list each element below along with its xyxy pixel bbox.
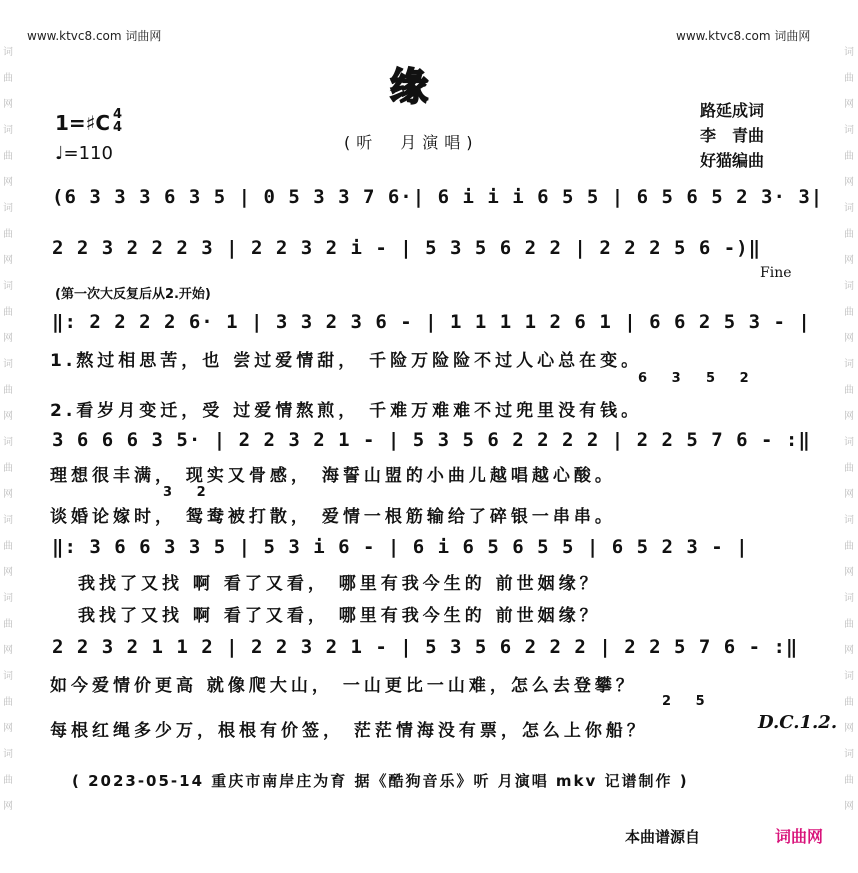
lyric-line-3: 理想很丰满， 现实又骨感， 海誓山盟的小曲儿越唱越心酸。 xyxy=(50,466,616,486)
dc-marking: D.C.1.2. xyxy=(758,712,838,733)
lyricist-credit: 路延成词 xyxy=(700,101,765,120)
source-label: 本曲谱源自 xyxy=(625,828,701,846)
lyric-line-7: 如今爱情价更高 就像爬大山， 一山更比一山难，怎么去登攀？ xyxy=(50,676,637,696)
repeat-instruction: (第一次大反复后从2.开始) xyxy=(55,287,211,302)
staff-line-verse-2: 3 6 6 6 3 5· | 2 2 3 2 1 - | 5 3 5 6 2 2 2 2 | 2 2 5 7 6 - :‖ xyxy=(52,429,811,451)
variant-notes-2: 5 2 xyxy=(706,371,759,386)
source-brand-link[interactable]: 词曲网 xyxy=(775,827,824,846)
time-signature xyxy=(113,108,122,134)
staff-line-verse-1: ‖: 2 2 2 2 6· 1 | 3 3 2 3 6 - | 1 1 1 1 2 6 1 | 6 6 2 5 3 - | xyxy=(52,311,811,333)
fine-marking: Fine xyxy=(760,265,792,281)
composer-credit: 李 青曲 xyxy=(700,126,765,145)
lyric-line-8: 每根红绳多少万，根根有价签， 茫茫情海没有票，怎么上你船？ xyxy=(50,721,648,741)
staff-line-chorus-2: 2 2 3 2 1 1 2 | 2 2 3 2 1 - | 5 3 5 6 2 2 2 | 2 2 5 7 6 - :‖ xyxy=(52,636,799,658)
watermark-url-left: www.ktvc8.com 词曲网 xyxy=(27,29,162,43)
lyric-line-1: 1.熬过相思苦，也 尝过爱情甜， 千险万险险不过人心总在变。 xyxy=(50,351,643,371)
time-signature-top: 4 xyxy=(113,107,123,122)
side-watermark-left: 词曲网词曲网词曲网词曲网词曲网词曲网词曲网词曲网词曲网词曲网 xyxy=(3,47,13,812)
staff-line-chorus-1: ‖: 3 6 6 3 3 5 | 5 3 i 6 - | 6 i 6 5 6 5 5 | 6 5 2 3 - | xyxy=(52,536,749,558)
arranger-credit: 好猫编曲 xyxy=(700,151,765,170)
staff-line-intro-2: 2 2 3 2 2 2 3 | 2 2 3 2 i - | 5 3 5 6 2 2 | 2 2 2 5 6 -)‖ xyxy=(52,237,762,259)
lyric-line-6: 我找了又找 啊 看了又看， 哪里有我今生的 前世姻缘？ xyxy=(78,606,601,626)
lyric-line-5: 我找了又找 啊 看了又看， 哪里有我今生的 前世姻缘？ xyxy=(78,574,601,594)
tempo-marking: ♩=110 xyxy=(55,143,113,164)
variant-notes-1: 6 3 xyxy=(638,371,691,386)
transcription-footer: ( 2023-05-14 重庆市南岸庄为育 据《酷狗音乐》听 月演唱 mkv 记谱制作 ) xyxy=(72,772,689,790)
lyric-line-4: 谈婚论嫁时， 鸳鸯被打散， 爱情一根筋输给了碎银一串串。 xyxy=(50,507,616,527)
staff-line-intro-1: (6 3 3 3 6 3 5 | 0 5 3 3 7 6·| 6 i i i 6 5 5 | 6 5 6 5 2 3· 3| xyxy=(52,186,824,208)
side-watermark-right: 词曲网词曲网词曲网词曲网词曲网词曲网词曲网词曲网词曲网词曲网 xyxy=(844,47,854,812)
performer-subtitle: (听 月演唱) xyxy=(344,133,479,152)
variant-notes-4: 2 5 xyxy=(662,694,715,709)
lyric-line-2: 2.看岁月变迁，受 过爱情熬煎， 千难万难难不过兜里没有钱。 xyxy=(50,401,643,421)
key-signature: 1=♯C xyxy=(55,111,111,135)
song-title: 缘 xyxy=(390,64,431,109)
watermark-url-right: www.ktvc8.com 词曲网 xyxy=(676,29,811,43)
time-signature-bottom: 4 xyxy=(113,120,123,135)
variant-notes-3: 3 2 xyxy=(163,485,216,500)
